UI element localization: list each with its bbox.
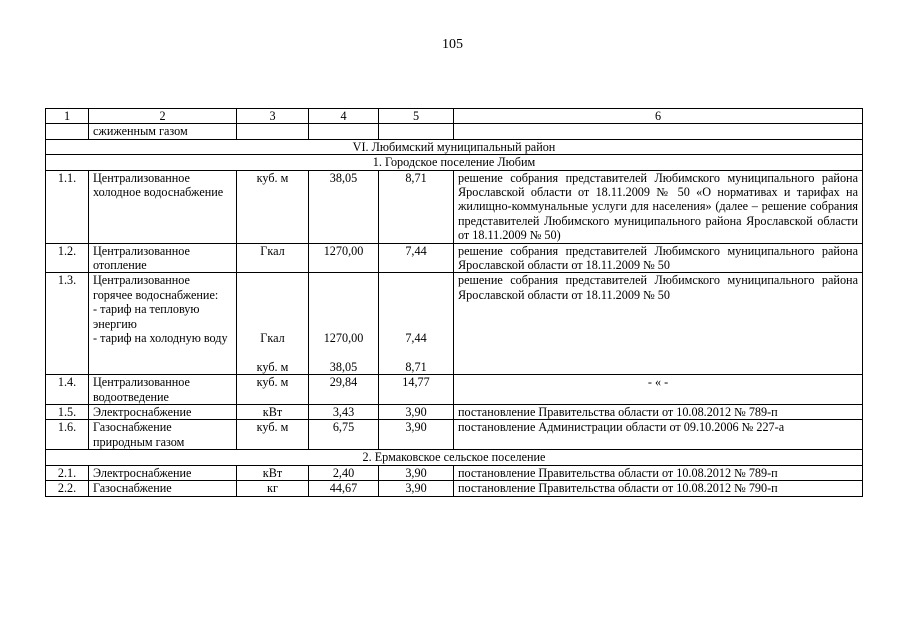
document-cell: постановление Правительства области от 10.08.2012 № 789-п [454, 465, 863, 480]
row-number: 1.2. [46, 243, 89, 273]
settlement-title-row [46, 450, 863, 465]
document-cell: постановление Администрации области от 09.10.2006 № 227-а [454, 420, 863, 450]
row-number: 1.6. [46, 420, 89, 450]
unit-cell: кВт [237, 405, 309, 420]
unit-value: куб. м [256, 359, 289, 374]
tariff-cell: 7,44 [379, 243, 454, 273]
unit-cell: Гкал [237, 243, 309, 273]
table-row [46, 170, 863, 243]
row-number: 1.1. [46, 170, 89, 243]
tariff-cell: 14,77 [379, 375, 454, 405]
norm-cell: 3,43 [309, 405, 379, 420]
service-cell: Газоснабжение природным газом [89, 420, 237, 450]
row-number: 1.4. [46, 375, 89, 405]
table-row [46, 273, 863, 375]
settlement-title: 1. Городское поселение Любим [46, 155, 863, 170]
norm-cell: 38,05 [309, 170, 379, 243]
table-row [46, 481, 863, 496]
page-number: 105 [442, 37, 463, 52]
tariff-cell: 3,90 [379, 465, 454, 480]
document-cell: постановление Правительства области от 10.08.2012 № 789-п [454, 405, 863, 420]
norm-value: 1270,00 [323, 331, 364, 346]
table-row [46, 243, 863, 273]
tariff-cell [379, 273, 454, 375]
service-cell: Электроснабжение [89, 465, 237, 480]
document-cell: - « - [454, 375, 863, 405]
region-title: VI. Любимский муниципальный район [46, 139, 863, 154]
norm-cell: 44,67 [309, 481, 379, 496]
norm-cell: 2,40 [309, 465, 379, 480]
table-row [46, 405, 863, 420]
service-cell: Централизованное отопление [89, 243, 237, 273]
service-cell: Электроснабжение [89, 405, 237, 420]
header-row [46, 109, 863, 124]
table-row [46, 375, 863, 405]
header-cell: 1 [46, 109, 89, 124]
norm-cell: 1270,00 [309, 243, 379, 273]
settlement-title-row [46, 155, 863, 170]
unit-value: Гкал [260, 331, 285, 346]
norm-cell [309, 273, 379, 375]
tariff-cell: 8,71 [379, 170, 454, 243]
document-cell: решение собрания представителей Любимского муниципального района Ярославской области от 18.11.2009 № 50 «О нормативах и тарифах на жилищно-коммунальные услуги для населения» (далее – решение собрания представителей Любимского муниципального района Ярославской области от 18.11.2009 № 50) [454, 170, 863, 243]
unit-cell: куб. м [237, 420, 309, 450]
document-cell: постановление Правительства области от 10.08.2012 № 790-п [454, 481, 863, 496]
tariff-value: 8,71 [405, 359, 427, 374]
tariff-cell: 3,90 [379, 405, 454, 420]
row-number: 2.2. [46, 481, 89, 496]
header-cell: 6 [454, 109, 863, 124]
service-cell: Централизованное холодное водоснабжение [89, 170, 237, 243]
table-row [46, 465, 863, 480]
header-cell: 2 [89, 109, 237, 124]
tariff-cell: 3,90 [379, 481, 454, 496]
document-cell: решение собрания представителей Любимского муниципального района Ярославской области от 18.11.2009 № 50 [454, 243, 863, 273]
unit-cell: кг [237, 481, 309, 496]
unit-cell: кВт [237, 465, 309, 480]
unit-cell: куб. м [237, 170, 309, 243]
row-number: 1.3. [46, 273, 89, 375]
header-cell: 3 [237, 109, 309, 124]
service-cell: Централизованное водоотведение [89, 375, 237, 405]
service-cell: Газоснабжение [89, 481, 237, 496]
header-cell: 5 [379, 109, 454, 124]
service-cell: Централизованное горячее водоснабжение: - тариф на тепловую энергию - тариф на холодную воду [89, 273, 237, 375]
service-cell: сжиженным газом [89, 124, 237, 139]
settlement-title: 2. Ермаковское сельское поселение [46, 450, 863, 465]
region-title-row [46, 139, 863, 154]
row-number: 1.5. [46, 405, 89, 420]
tariff-value: 7,44 [405, 331, 427, 346]
table-row [46, 124, 863, 139]
tariff-table [45, 108, 863, 497]
unit-cell [237, 273, 309, 375]
unit-cell: куб. м [237, 375, 309, 405]
row-number: 2.1. [46, 465, 89, 480]
tariff-cell: 3,90 [379, 420, 454, 450]
norm-cell: 29,84 [309, 375, 379, 405]
norm-cell: 6,75 [309, 420, 379, 450]
document-cell: решение собрания представителей Любимского муниципального района Ярославской области от 18.11.2009 № 50 [454, 273, 863, 375]
header-cell: 4 [309, 109, 379, 124]
table-row [46, 420, 863, 450]
norm-value: 38,05 [329, 359, 358, 374]
